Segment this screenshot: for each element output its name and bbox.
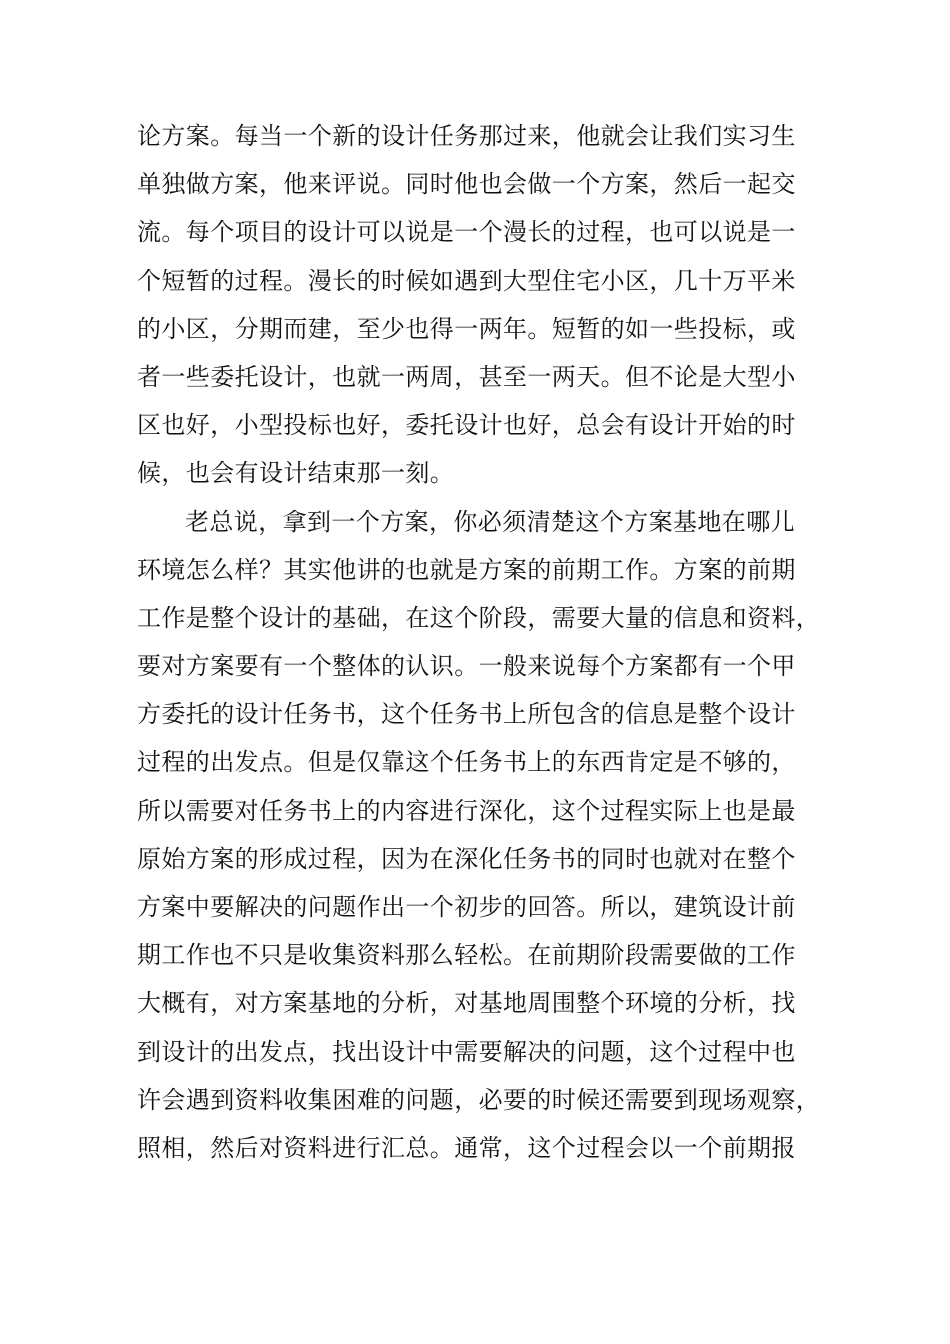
paragraph-2-line-5: 方委托的设计任务书，这个任务书上所包含的信息是整个设计 xyxy=(137,700,796,729)
paragraph-2-line-3: 工作是整个设计的基础，在这个阶段，需要大量的信息和资料， xyxy=(137,603,821,632)
paragraph-1-line-6: 者一些委托设计，也就一两周，甚至一两天。但不论是大型小 xyxy=(137,362,796,391)
paragraph-1-line-5: 的小区，分期而建，至少也得一两年。短暂的如一些投标，或 xyxy=(137,314,796,343)
paragraph-1-line-8: 候，也会有设计结束那一刻。 xyxy=(137,459,455,488)
paragraph-1-line-4: 个短暂的过程。漫长的时候如遇到大型住宅小区，几十万平米 xyxy=(137,266,796,295)
paragraph-2-line-8: 原始方案的形成过程，因为在深化任务书的同时也就对在整个 xyxy=(137,844,796,873)
paragraph-2-line-4: 要对方案要有一个整体的认识。一般来说每个方案都有一个甲 xyxy=(137,652,796,681)
paragraph-2-line-6: 过程的出发点。但是仅靠这个任务书上的东西肯定是不够的， xyxy=(137,748,796,777)
body-text xyxy=(137,112,837,1172)
paragraph-2-line-7: 所以需要对任务书上的内容进行深化，这个过程实际上也是最 xyxy=(137,796,796,825)
paragraph-1-line-7: 区也好，小型投标也好，委托设计也好，总会有设计开始的时 xyxy=(137,411,796,440)
paragraph-2-line-11: 大概有，对方案基地的分析，对基地周围整个环境的分析，找 xyxy=(137,989,796,1018)
paragraph-1-line-1: 论方案。每当一个新的设计任务那过来，他就会让我们实习生 xyxy=(137,122,796,150)
paragraph-2-line-9: 方案中要解决的问题作出一个初步的回答。所以，建筑设计前 xyxy=(137,893,796,921)
paragraph-2-line-14: 照相，然后对资料进行汇总。通常，这个过程会以一个前期报 xyxy=(137,1133,796,1162)
paragraph-2-line-13: 许会遇到资料收集困难的问题，必要的时候还需要到现场观察， xyxy=(137,1085,821,1114)
paragraph-2-line-2: 环境怎么样？其实他讲的也就是方案的前期工作。方案的前期 xyxy=(137,555,796,584)
paragraph-1-line-2: 单独做方案，他来评说。同时他也会做一个方案，然后一起交 xyxy=(137,170,796,199)
paragraph-2-line-1: 老总说，拿到一个方案，你必须清楚这个方案基地在哪儿 xyxy=(185,507,795,536)
paragraph-2-line-10: 期工作也不只是收集资料那么轻松。在前期阶段需要做的工作 xyxy=(137,941,796,970)
paragraph-2-line-12: 到设计的出发点，找出设计中需要解决的问题，这个过程中也 xyxy=(137,1037,796,1066)
paragraph-1-line-3: 流。每个项目的设计可以说是一个漫长的过程，也可以说是一 xyxy=(137,218,796,247)
